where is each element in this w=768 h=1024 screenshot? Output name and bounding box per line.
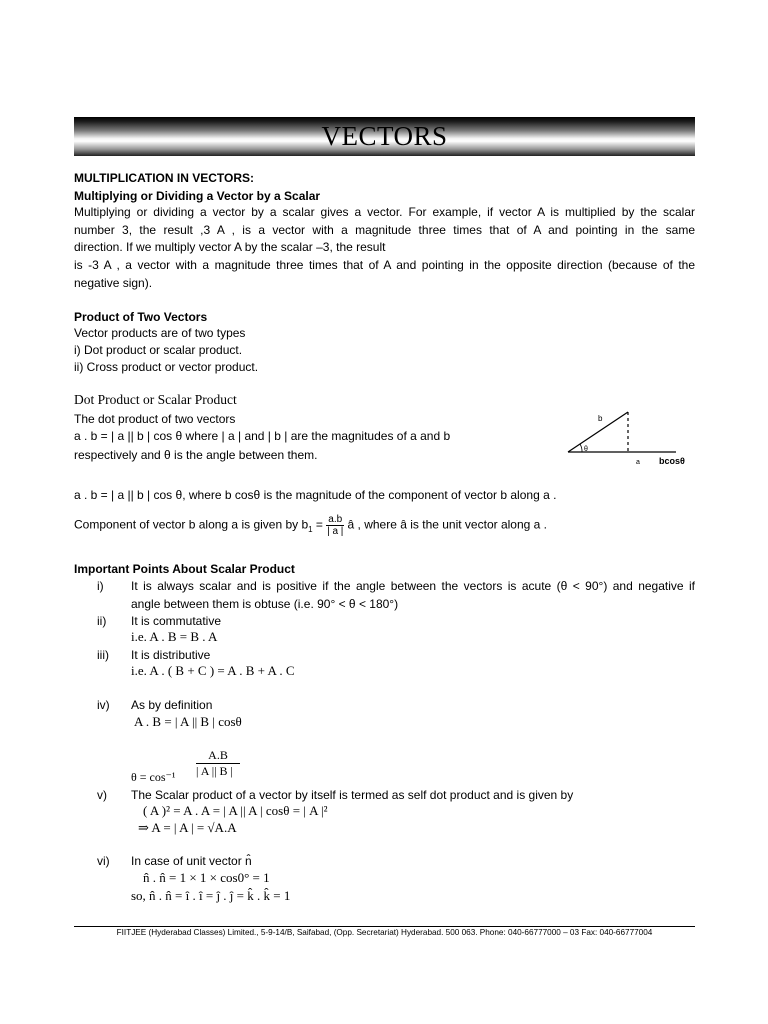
vector-projection-diagram xyxy=(562,408,697,468)
page-footer: FIITJEE (Hyderabad Classes) Limited., 5-9-14/B, Saifabad, (Opp. Secretariat) Hyderabad. 500 063. Phone: 040-66777000 – 03 Fax: 040-66777004 xyxy=(116,928,653,937)
heading-important-points: Important Points About Scalar Product xyxy=(74,562,295,576)
point-number: i) xyxy=(97,579,104,593)
component-formula: Component of vector b along a is given by $b_1$ = $\frac{a.b}{| a |}$ â , where â is the unit vector along a . xyxy=(74,514,547,537)
heading-product-of-vectors: Product of Two Vectors xyxy=(74,310,208,324)
point-formula: θ = cos⁻¹ xyxy=(131,770,176,784)
paragraph-line: The dot product of two vectors xyxy=(74,412,236,426)
point-line: It is distributive xyxy=(131,648,211,662)
fraction: $\frac{a.b}{| a |}$ xyxy=(327,514,344,537)
label-a: a xyxy=(636,459,640,466)
paragraph-line: is -3 A , a vector with a magnitude three times that of A and pointing in the opposite direction (because of the xyxy=(74,258,695,272)
point-number: iii) xyxy=(97,648,109,662)
paragraph-line: number 3, the result ,3 A , is a vector with a magnitude three times that of A and pointing in the same xyxy=(74,223,695,237)
label-bcostheta: bcosθ xyxy=(659,456,685,466)
point-number: ii) xyxy=(97,614,107,628)
point-formula: ⇒ A = | A | = √A.A xyxy=(138,820,237,835)
point-line: It is commutative xyxy=(131,614,222,628)
fraction-numerator: A.B xyxy=(196,748,240,764)
label-b: b xyxy=(598,414,603,423)
point-number: vi) xyxy=(97,854,110,868)
point-formula: A . B = | A || B | cosθ xyxy=(134,714,242,729)
paragraph-line: a . b = | a || b | cos θ, where b cosθ is the magnitude of the component of vector b along a . xyxy=(74,488,557,502)
point-line: angle between them is obtuse (i.e. 90° < θ < 180°) xyxy=(131,597,399,611)
paragraph-line: a . b = | a || b | cos θ where | a | and | b | are the magnitudes of a and b xyxy=(74,429,451,443)
point-number: v) xyxy=(97,788,107,802)
paragraph-line: Multiplying or dividing a vector by a scalar gives a vector. For example, if vector A is multiplied by the scalar xyxy=(74,205,695,219)
heading-multiplication: MULTIPLICATION IN VECTORS: xyxy=(74,171,254,185)
point-line: It is always scalar and is positive if the angle between the vectors is acute (θ < 90°) and negative if xyxy=(131,579,695,593)
fraction-denominator: | A || B | xyxy=(196,764,233,778)
point-formula: so, n̂ . n̂ = î . î = ĵ . ĵ = k̂ . k̂ = 1 xyxy=(131,888,291,903)
footer-divider xyxy=(74,926,695,927)
label-theta: θ xyxy=(584,446,588,453)
point-formula: ( A )² = A . A = | A || A | cosθ = | A |² xyxy=(143,803,328,818)
point-line: The Scalar product of a vector by itself is termed as self dot product and is given by xyxy=(131,788,574,802)
heading-scalar-multiplication: Multiplying or Dividing a Vector by a Scalar xyxy=(74,189,321,203)
paragraph-line: respectively and θ is the angle between them. xyxy=(74,448,318,462)
point-formula: i.e. A . ( B + C ) = A . B + A . C xyxy=(131,663,295,678)
paragraph-line: ii) Cross product or vector product. xyxy=(74,360,259,374)
point-number: iv) xyxy=(97,698,110,712)
point-line: As by definition xyxy=(131,698,213,712)
paragraph-line: i) Dot product or scalar product. xyxy=(74,343,243,357)
point-line: In case of unit vector n̂ xyxy=(131,854,252,868)
point-formula: i.e. A . B = B . A xyxy=(131,629,218,644)
point-formula: n̂ . n̂ = 1 × 1 × cos0° = 1 xyxy=(143,870,270,885)
paragraph-line: negative sign). xyxy=(74,276,153,290)
title-banner xyxy=(74,117,695,156)
paragraph-line: Vector products are of two types xyxy=(74,326,246,340)
paragraph-line: direction. If we multiply vector A by the scalar –3, the result xyxy=(74,240,386,254)
page-title: VECTORS xyxy=(321,121,448,151)
heading-dot-product: Dot Product or Scalar Product xyxy=(74,392,237,407)
